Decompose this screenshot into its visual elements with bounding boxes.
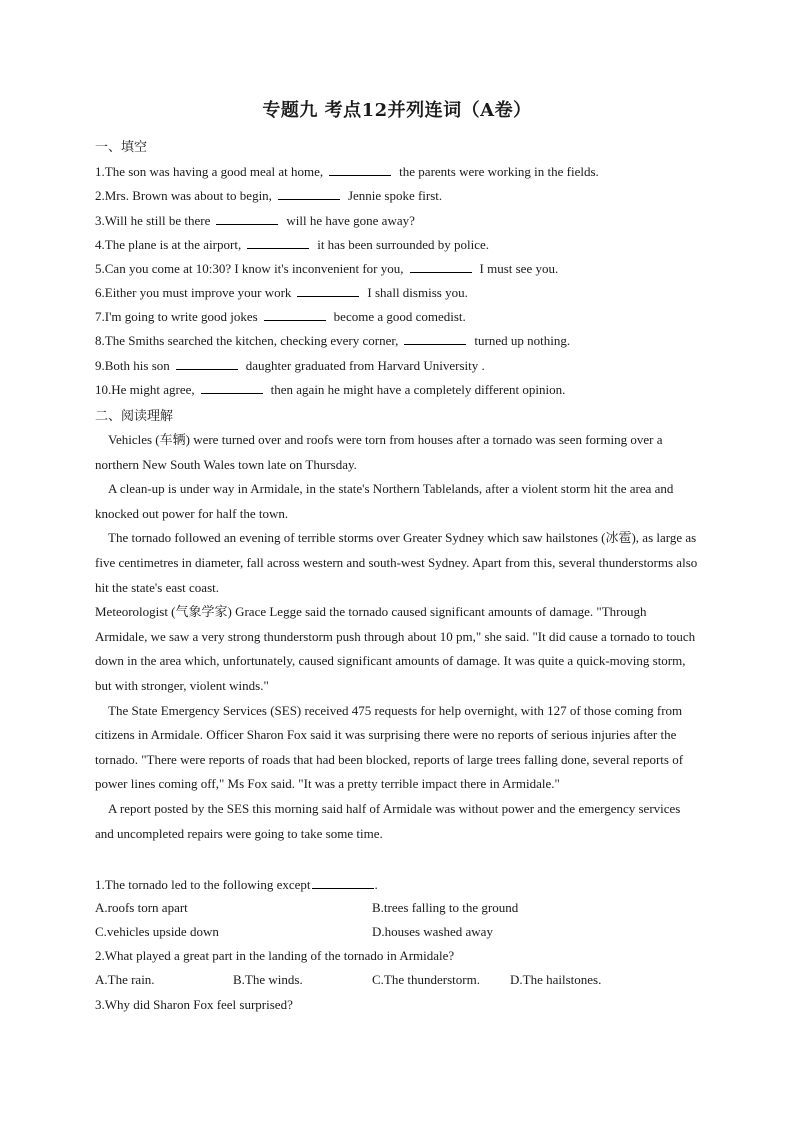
fill-question: 4.The plane is at the airport, it has been surrounded by police. — [95, 237, 490, 252]
fill-question: 3.Will he still be there will he have gone away? — [95, 213, 415, 228]
passage-paragraph: A clean-up is under way in Armidale, in the state's Northern Tablelands, after a violent storm hit the area and knocked out power for half the town. — [95, 481, 674, 521]
fill-question: 9.Both his son daughter graduated from Harvard University . — [95, 358, 485, 373]
option-d[interactable]: D.The hailstones. — [510, 972, 602, 987]
option-b[interactable]: B.trees falling to the ground — [372, 900, 519, 915]
option-c[interactable]: C.The thunderstorm. — [372, 972, 480, 987]
answer-blank[interactable] — [312, 876, 374, 889]
mc-question-stem: 3.Why did Sharon Fox feel surprised? — [95, 997, 293, 1012]
answer-blank[interactable] — [278, 187, 340, 200]
fill-question: 8.The Smiths searched the kitchen, checking every corner, turned up nothing. — [95, 333, 571, 348]
answer-blank[interactable] — [176, 357, 238, 370]
mc-question-stem: 2.What played a great part in the landing of the tornado in Armidale? — [95, 948, 455, 963]
option-b[interactable]: B.The winds. — [233, 972, 303, 987]
fill-question: 6.Either you must improve your work I shall dismiss you. — [95, 285, 468, 300]
answer-blank[interactable] — [404, 332, 466, 345]
section-fill-heading: 一、填空 — [95, 140, 148, 155]
passage-paragraph: The tornado followed an evening of terrible storms over Greater Sydney which saw hailstones (冰雹), as large as five centimetres in diameter, fall across western and south-west Sydney. Apart from this, several thunderstorms also hit the state's east coast. — [95, 530, 698, 595]
answer-blank[interactable] — [329, 163, 391, 176]
section-reading-heading: 二、阅读理解 — [95, 409, 174, 424]
option-a[interactable]: A.roofs torn apart — [95, 900, 188, 915]
answer-blank[interactable] — [297, 284, 359, 297]
answer-blank[interactable] — [264, 308, 326, 321]
answer-blank[interactable] — [216, 212, 278, 225]
passage-paragraph: Meteorologist (气象学家) Grace Legge said the tornado caused significant amounts of damage. "Through Armidale, we saw a very strong thunderstorm push through about 10 pm," she said. "It did cause a tornado to touch down in the area which, unfortunately, caused significant amounts of damage. It was quite a quick-moving storm, but with stronger, violent winds." — [95, 604, 696, 693]
fill-question: 1.The son was having a good meal at home, the parents were working in the fields. — [95, 164, 599, 179]
option-a[interactable]: A.The rain. — [95, 972, 155, 987]
option-c[interactable]: C.vehicles upside down — [95, 924, 219, 939]
fill-question: 2.Mrs. Brown was about to begin, Jennie spoke first. — [95, 188, 443, 203]
mc-question-stem: 1.The tornado led to the following except . — [95, 877, 378, 892]
answer-blank[interactable] — [201, 381, 263, 394]
answer-blank[interactable] — [410, 260, 472, 273]
reading-passage — [95, 428, 700, 846]
passage-paragraph: A report posted by the SES this morning said half of Armidale was without power and the emergency services and uncompleted repairs were going to take some time. — [95, 800, 681, 841]
passage-paragraph: The State Emergency Services (SES) received 475 requests for help overnight, with 127 of those coming from citizens in Armidale. Officer Sharon Fox said it was surprising there were no reports of serious injuries after the tornado. "There were reports of roads that had been blocked, reports of large trees falling done, several reports of power lines coming off," Ms Fox said. "It was a pretty terrible impact there in Armidale." — [95, 702, 684, 792]
option-d[interactable]: D.houses washed away — [372, 924, 493, 939]
fill-question: 10.He might agree, then again he might have a completely different opinion. — [95, 382, 566, 397]
fill-question: 7.I'm going to write good jokes become a good comedist. — [95, 309, 466, 324]
answer-blank[interactable] — [247, 236, 309, 249]
passage-paragraph: Vehicles (车辆) were turned over and roofs were torn from houses after a tornado was seen forming over a northern New South Wales town late on Thursday. — [95, 432, 663, 472]
fill-question: 5.Can you come at 10:30? I know it's inconvenient for you, I must see you. — [95, 261, 559, 276]
page-title: 专题九 考点12并列连词（A卷） — [262, 100, 532, 121]
